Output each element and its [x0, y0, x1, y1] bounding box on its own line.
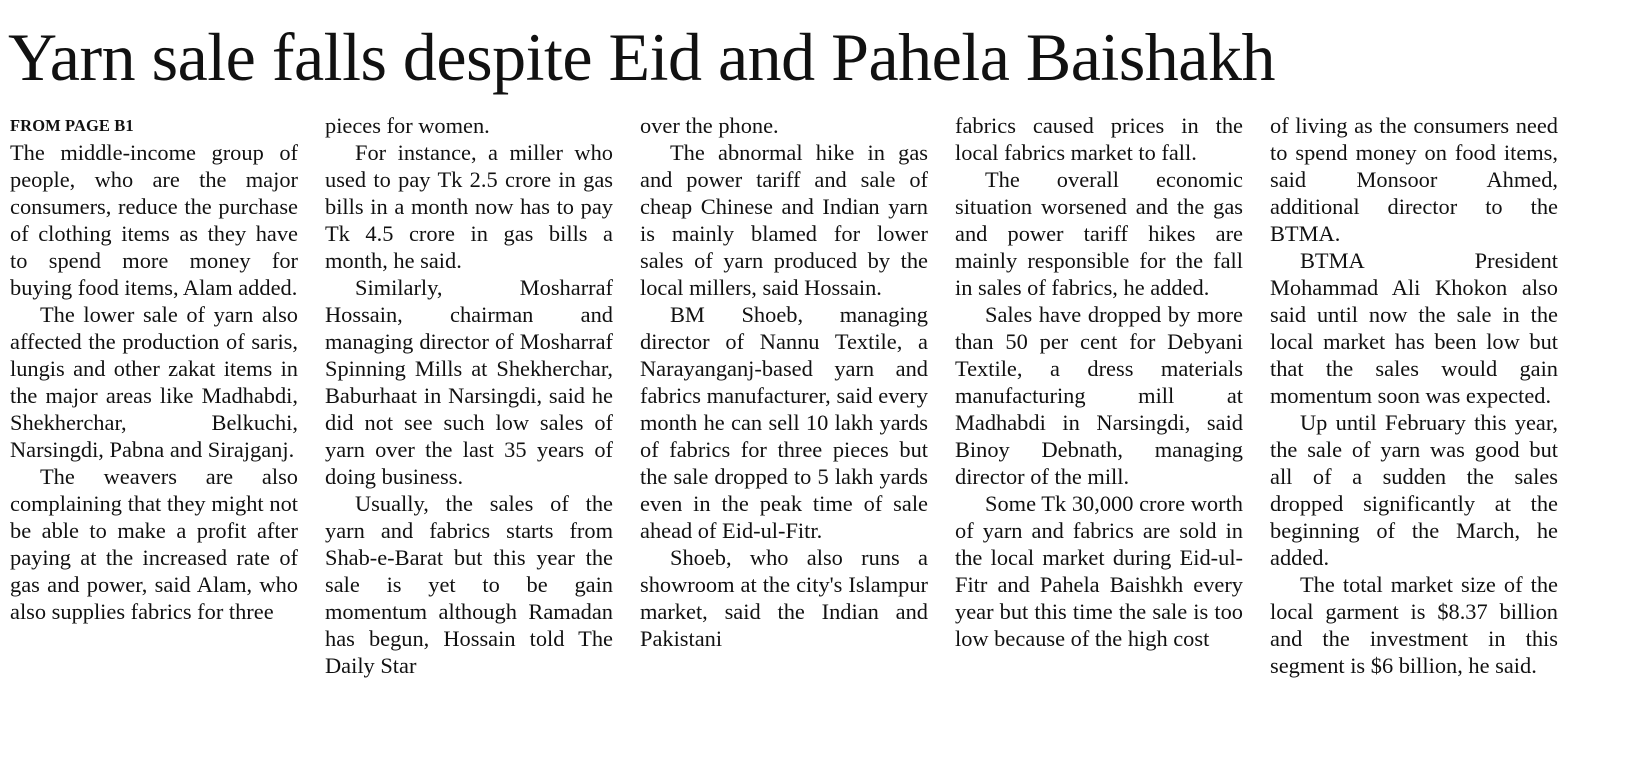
article-column-5 — [1270, 112, 1558, 679]
paragraph: The weavers are also complaining that they might not be able to make a profit after paying at the increased rate of gas and power, said Alam, who also supplies fabrics for three — [10, 464, 298, 624]
paragraph: The total market size of the local garment is $8.37 billion and the investment in this segment is $6 billion, he said. — [1270, 572, 1558, 678]
paragraph: pieces for women. — [325, 113, 490, 138]
article-column-1 — [10, 112, 298, 625]
paragraph: Up until February this year, the sale of yarn was good but all of a sudden the sales dropped significantly at the beginning of the March, he added. — [1270, 410, 1558, 570]
headline: Yarn sale falls despite Eid and Pahela Baishakh — [8, 19, 1275, 95]
paragraph: The lower sale of yarn also affected the production of saris, lungis and other zakat items in the major areas like Madhabdi, Shekherchar, Belkuchi, Narsingdi, Pabna and Sirajganj. — [10, 302, 298, 462]
article-columns — [10, 112, 1560, 772]
continuation-kicker: FROM PAGE B1 — [10, 116, 134, 135]
paragraph: Shoeb, who also runs a showroom at the city's Islampur market, said the Indian and Pakistani — [640, 545, 928, 651]
paragraph: Similarly, Mosharraf Hossain, chairman and managing director of Mosharraf Spinning Mills at Shekherchar, Baburhaat in Narsingdi, said he did not see such low sales of yarn over the last 35 years of doing business. — [325, 275, 613, 489]
paragraph: For instance, a miller who used to pay Tk 2.5 crore in gas bills in a month now has to pay Tk 4.5 crore in gas bills a month, he said. — [325, 140, 613, 273]
article-column-3 — [640, 112, 928, 652]
paragraph: over the phone. — [640, 113, 779, 138]
paragraph: fabrics caused prices in the local fabrics market to fall. — [955, 113, 1243, 165]
paragraph: The overall economic situation worsened and the gas and power tariff hikes are mainly responsible for the fall in sales of fabrics, he added. — [955, 167, 1243, 300]
paragraph: of living as the consumers need to spend money on food items, said Monsoor Ahmed, additional director to the BTMA. — [1270, 113, 1558, 246]
article-column-4 — [955, 112, 1243, 652]
paragraph: Sales have dropped by more than 50 per cent for Debyani Textile, a dress materials manufacturing mill at Madhabdi in Narsingdi, said Binoy Debnath, managing director of the mill. — [955, 302, 1243, 489]
article-column-2 — [325, 112, 613, 679]
paragraph: The middle-income group of people, who are the major consumers, reduce the purchase of clothing items as they have to spend more money for buying food items, Alam added. — [10, 140, 298, 300]
paragraph: Usually, the sales of the yarn and fabrics starts from Shab-e-Barat but this year the sale is yet to be gain momentum although Ramadan has begun, Hossain told The Daily Star — [325, 491, 613, 678]
paragraph: BM Shoeb, managing director of Nannu Textile, a Narayanganj-based yarn and fabrics manufacturer, said every month he can sell 10 lakh yards of fabrics for three pieces but the sale dropped to 5 lakh yards even in the peak time of sale ahead of Eid-ul-Fitr. — [640, 302, 928, 543]
paragraph: The abnormal hike in gas and power tariff and sale of cheap Chinese and Indian yarn is mainly blamed for lower sales of yarn produced by the local millers, said Hossain. — [640, 140, 928, 300]
paragraph: BTMA President Mohammad Ali Khokon also said until now the sale in the local market has been low but that the sales would gain momentum soon was expected. — [1270, 248, 1558, 408]
paragraph: Some Tk 30,000 crore worth of yarn and fabrics are sold in the local market during Eid-ul-Fitr and Pahela Baishkh every year but this time the sale is too low because of the high cost — [955, 491, 1243, 651]
